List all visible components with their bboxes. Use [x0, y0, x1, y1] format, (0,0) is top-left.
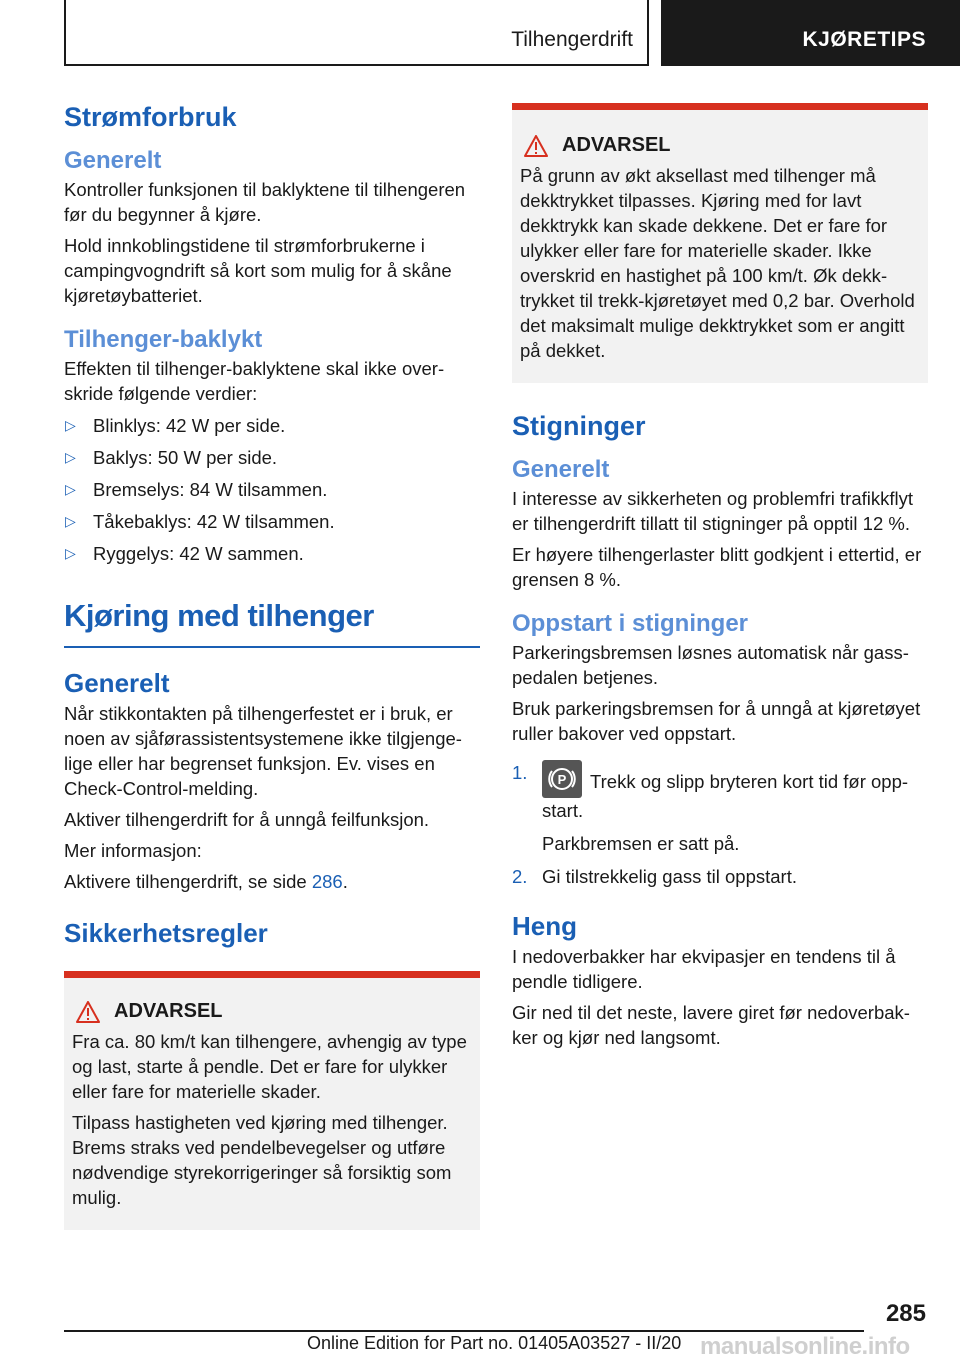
warning-title: ADVARSEL: [114, 1000, 223, 1022]
page-link-286[interactable]: 286: [311, 871, 343, 892]
step-text: Trekk og slipp bryteren kort tid før oppstart.: [542, 771, 909, 821]
list-item: ▷ Baklys: 50 W per side.: [65, 447, 278, 468]
step-number: 1.: [512, 762, 528, 783]
header-chapter-box: [661, 0, 960, 66]
bullet-list: [64, 413, 480, 566]
list-item: ▷ Bremselys: 84 W tilsammen.: [65, 479, 328, 500]
heading-oppstart-i-stigninger: Oppstart i stigninger: [512, 610, 749, 637]
heading-heng: Heng: [512, 911, 577, 941]
paragraph: Effekten til tilhenger-baklyktene skal ikke overskride følgende verdier:: [64, 358, 445, 404]
triangle-bullet-icon: ▷: [65, 545, 76, 561]
chapter-title: KJØRETIPS: [802, 28, 926, 51]
triangle-bullet-icon: ▷: [65, 449, 76, 465]
watermark-logo: manualsonline.info: [700, 1333, 910, 1360]
heading-sikkerhetsregler: Sikkerhetsregler: [64, 918, 268, 948]
header-section-box: [64, 0, 649, 66]
page-number: 285: [885, 1300, 926, 1327]
step-number: 2.: [512, 866, 528, 887]
warning-header: [524, 134, 920, 157]
paragraph: Hold innkoblingstidene til strømforbrukerne i campingvogndrift så kort som mulig for å skåne kjøretøybatteriet.: [64, 235, 452, 306]
footer-divider: [64, 1330, 864, 1332]
step-list: [512, 760, 928, 889]
step-item: [512, 864, 928, 889]
triangle-bullet-icon: ▷: [65, 481, 76, 497]
parking-brake-icon: [542, 760, 582, 798]
step-item: [512, 760, 928, 856]
paragraph: Mer informasjon:: [64, 840, 202, 861]
warning-header: [76, 1000, 472, 1023]
warning-text: Fra ca. 80 km/t kan tilhengere, avhengig av type og last, starte å pendle. Det er fare for ulykker eller fare for materielle skader.: [72, 1031, 467, 1102]
list-item: ▷ Tåkebaklys: 42 W tilsammen.: [65, 511, 335, 532]
warning-text: Tilpass hastigheten ved kjøring med tilhenger. Brems straks ved pendelbevegelser og utføre nødvendige styrekorrigeringer så forsiktig som mulig.: [72, 1112, 452, 1208]
warning-text: På grunn av økt aksellast med tilhenger må dekktrykket tilpasses. Kjøring med for lavt dekktrykk kan skade dekkene. Det er fare for ulykker eller fare for materielle skader. Ikke overskrid en hastighet på 100 km/t. Øk dekktrykket til trekk-kjøretøyet med 0,2 bar. Overhold det maksimalt mulige dekktrykket som er angitt på dekket.: [520, 165, 915, 361]
paragraph: I interesse av sikkerheten og problemfri trafikkflyt er tilhengerdrift tillatt til stigninger på opptil 12 %.: [512, 488, 913, 534]
right-column: [512, 103, 928, 1050]
heading-generelt: Generelt: [64, 147, 162, 174]
paragraph: Bruk parkeringsbremsen for å unngå at kjøretøyet ruller bakover ved oppstart.: [512, 698, 921, 744]
paragraph: Kontroller funksjonen til baklyktene til tilhengeren før du begynner å kjøre.: [64, 179, 466, 225]
heading-stromforbruk: Strømforbruk: [64, 102, 237, 132]
triangle-bullet-icon: ▷: [65, 417, 76, 433]
heading-tilhenger-baklykt: Tilhenger-baklykt: [64, 326, 263, 353]
warning-title: ADVARSEL: [562, 134, 671, 156]
paragraph: Når stikkontakten på tilhengerfestet er i bruk, er noen av sjåførassistentsystemene ikke tilgjengelige eller har begrenset funksjon. Ev. vises en Check-Control-melding.: [64, 703, 462, 799]
warning-triangle-icon: [76, 1001, 100, 1023]
warning-triangle-icon: [524, 135, 548, 157]
warning-box: [64, 971, 480, 1230]
triangle-bullet-icon: ▷: [65, 513, 76, 529]
step-text: Gi tilstrekkelig gass til oppstart.: [542, 866, 797, 887]
paragraph: Er høyere tilhengerlaster blitt godkjent i ettertid, er grensen 8 %.: [512, 544, 922, 590]
paragraph: Gir ned til det neste, lavere giret før nedoverbakker og kjør ned langsomt.: [512, 1002, 910, 1048]
heading-generelt: Generelt: [512, 456, 610, 483]
step-subtext: Parkbremsen er satt på.: [542, 833, 740, 854]
heading-stigninger: Stigninger: [512, 411, 646, 441]
list-item: ▷ Blinklys: 42 W per side.: [65, 415, 286, 436]
paragraph: Aktiver tilhengerdrift for å unngå feilfunksjon.: [64, 809, 430, 830]
left-column: [64, 100, 480, 1230]
warning-box: [512, 103, 928, 383]
footer-edition: Online Edition for Part no. 01405A03527 - II/20: [307, 1333, 682, 1353]
heading-kjoring-med-tilhenger: Kjøring med tilhenger: [64, 598, 480, 648]
paragraph: Parkeringsbremsen løsnes automatisk når gasspedalen betjenes.: [512, 642, 909, 688]
svg-text:P: P: [557, 772, 567, 787]
section-title: Tilhengerdrift: [511, 28, 633, 51]
paragraph-with-link: Aktivere tilhengerdrift, se side 286.: [64, 871, 348, 892]
heading-generelt: Generelt: [64, 668, 170, 698]
list-item: ▷ Ryggelys: 42 W sammen.: [65, 543, 304, 564]
paragraph: I nedoverbakker har ekvipasjer en tendens til å pendle tidligere.: [512, 946, 896, 992]
